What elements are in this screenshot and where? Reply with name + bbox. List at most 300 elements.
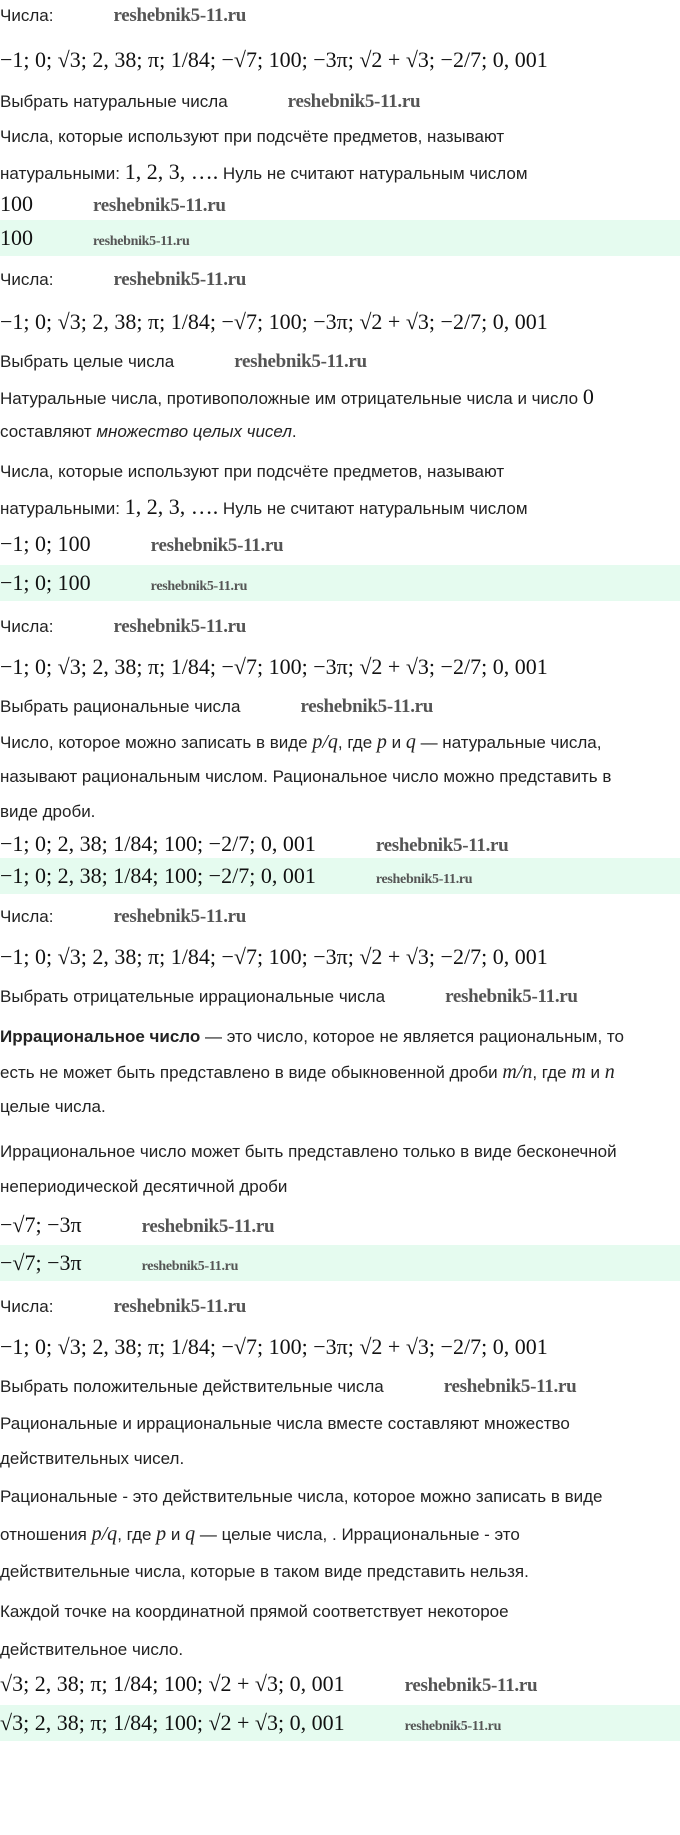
math-term: 100 bbox=[164, 831, 198, 856]
label-text: Числа: bbox=[0, 6, 54, 25]
separator: ; bbox=[23, 944, 36, 969]
separator: ; bbox=[46, 654, 58, 679]
task-title bbox=[0, 695, 433, 719]
math-term: 0, 001 bbox=[289, 1710, 345, 1735]
separator: ; bbox=[249, 863, 261, 888]
fraction: 1/84 bbox=[170, 654, 210, 679]
watermark-text: reshebnik5-11.ru bbox=[287, 91, 421, 112]
explanation-content bbox=[0, 1640, 183, 1659]
math-term: 2, 38 bbox=[92, 654, 137, 679]
math-term: 0 bbox=[35, 863, 47, 888]
square-root-term: √3 bbox=[0, 1710, 24, 1735]
separator: ; bbox=[46, 531, 58, 556]
text: целые числа. bbox=[0, 1097, 106, 1116]
text: и bbox=[386, 733, 406, 752]
math-term: π bbox=[90, 1710, 102, 1735]
math-term: 100 bbox=[268, 309, 302, 334]
separator: ; bbox=[159, 654, 171, 679]
label-text: Числа: bbox=[0, 617, 54, 636]
fraction: 1/84 bbox=[170, 47, 210, 72]
separator: ; bbox=[278, 1671, 290, 1696]
separator: ; bbox=[481, 944, 493, 969]
separator: ; bbox=[80, 654, 93, 679]
numbers-label bbox=[0, 905, 246, 929]
text: отношения bbox=[0, 1525, 92, 1544]
numbers-list bbox=[0, 945, 548, 969]
numbers-list bbox=[0, 310, 548, 334]
text: . bbox=[291, 422, 297, 441]
fraction: −2/7 bbox=[440, 944, 482, 969]
watermark-text: reshebnik5-11.ru bbox=[375, 835, 509, 856]
separator: ; bbox=[23, 309, 36, 334]
math-term: 0, 001 bbox=[289, 1671, 345, 1696]
explanation-line bbox=[0, 125, 504, 149]
explanation-content bbox=[0, 127, 504, 146]
watermark-text: reshebnik5-11.ru bbox=[93, 195, 226, 216]
separator: ; bbox=[46, 309, 58, 334]
separator: ; bbox=[152, 863, 165, 888]
math-term: 2, 38 bbox=[92, 944, 137, 969]
square-root-term: √3 bbox=[57, 309, 81, 334]
text: Нуль не считают натуральным числом bbox=[218, 499, 528, 518]
math-term: −3π bbox=[313, 1334, 348, 1359]
separator: ; bbox=[46, 863, 58, 888]
text: Рациональные и иррациональные числа вместе составляют множество bbox=[0, 1414, 570, 1433]
math-term: 100 bbox=[0, 225, 33, 250]
text: называют рациональным числом. Рациональное число можно представить в bbox=[0, 767, 612, 786]
separator: ; bbox=[278, 1710, 290, 1735]
math-term: −1 bbox=[0, 47, 24, 72]
math-term: −1 bbox=[0, 863, 24, 888]
explanation-content bbox=[0, 1177, 287, 1196]
separator: ; bbox=[301, 1334, 314, 1359]
separator: ; bbox=[428, 47, 441, 72]
separator: ; bbox=[80, 944, 93, 969]
math-term: 0 bbox=[35, 309, 47, 334]
watermark-text: reshebnik5-11.ru bbox=[93, 234, 190, 249]
explanation-content bbox=[0, 1027, 624, 1046]
numbers-list bbox=[0, 48, 548, 72]
math-term: 100 bbox=[0, 191, 33, 216]
numbers-label bbox=[0, 268, 246, 292]
math-term: π bbox=[148, 654, 160, 679]
separator: ; bbox=[428, 944, 441, 969]
separator: ; bbox=[78, 1710, 91, 1735]
square-root-term: −√7 bbox=[221, 944, 257, 969]
separator: ; bbox=[152, 831, 165, 856]
math-term: −3π bbox=[313, 944, 348, 969]
explanation-line bbox=[0, 765, 611, 789]
math-variable: m bbox=[571, 1061, 586, 1083]
separator: ; bbox=[347, 1334, 360, 1359]
explanation-line bbox=[0, 800, 95, 824]
watermark-text: reshebnik5-11.ru bbox=[113, 269, 247, 290]
math-variable: n bbox=[604, 1061, 615, 1083]
math-term: −1 bbox=[0, 654, 24, 679]
math-variable: q bbox=[405, 731, 416, 753]
math-term: 0, 001 bbox=[492, 944, 548, 969]
task-text: Выбрать отрицательные иррациональные числа bbox=[0, 987, 386, 1006]
separator: ; bbox=[209, 1334, 222, 1359]
fraction: −2/7 bbox=[208, 863, 250, 888]
fraction: −2/7 bbox=[440, 47, 482, 72]
separator: ; bbox=[46, 831, 58, 856]
separator: ; bbox=[46, 944, 58, 969]
explanation-line bbox=[0, 1485, 602, 1509]
math-term: −3π bbox=[313, 47, 348, 72]
fraction: 1/84 bbox=[113, 831, 153, 856]
math-expression bbox=[0, 831, 316, 856]
separator: ; bbox=[101, 1710, 114, 1735]
watermark-text: reshebnik5-11.ru bbox=[141, 1259, 239, 1274]
final-answer bbox=[0, 571, 247, 595]
explanation-line bbox=[0, 460, 504, 484]
watermark-text: reshebnik5-11.ru bbox=[113, 906, 247, 927]
math-expression bbox=[0, 1334, 548, 1359]
separator: ; bbox=[136, 654, 148, 679]
separator: ; bbox=[101, 1671, 114, 1696]
math-term: 0 bbox=[35, 47, 47, 72]
math-term: −3π bbox=[313, 309, 348, 334]
separator: ; bbox=[152, 1671, 164, 1696]
separator: ; bbox=[80, 309, 93, 334]
separator: ; bbox=[136, 944, 148, 969]
text: Числа, которые используют при подсчёте предметов, называют bbox=[0, 462, 505, 481]
explanation-content bbox=[0, 1142, 617, 1161]
text: Натуральные числа, противоположные им отрицательные числа и число bbox=[0, 389, 583, 408]
answer-line bbox=[0, 832, 508, 856]
math-term: 0, 001 bbox=[260, 831, 316, 856]
task-title bbox=[0, 350, 367, 374]
task-text: Выбрать положительные действительные числа bbox=[0, 1377, 384, 1396]
math-term: 0, 001 bbox=[492, 1334, 548, 1359]
explanation-content bbox=[0, 1414, 570, 1433]
watermark-text: reshebnik5-11.ru bbox=[234, 351, 367, 372]
numbers-label bbox=[0, 1295, 246, 1319]
math-term: 100 bbox=[163, 1671, 197, 1696]
explanation-content bbox=[0, 1562, 529, 1581]
numbers-list bbox=[0, 655, 548, 679]
math-term: 0, 001 bbox=[260, 863, 316, 888]
math-expression bbox=[0, 1710, 345, 1735]
text: и bbox=[166, 1525, 186, 1544]
fraction: 1/84 bbox=[170, 1334, 210, 1359]
watermark-text: reshebnik5-11.ru bbox=[404, 1675, 538, 1696]
explanation-line bbox=[0, 1060, 615, 1084]
separator: ; bbox=[136, 1334, 148, 1359]
square-root-term: √2 + √3 bbox=[359, 309, 429, 334]
italic-term: множество целых чисел bbox=[96, 422, 292, 441]
square-root-term: √2 + √3 bbox=[208, 1671, 278, 1696]
separator: ; bbox=[209, 654, 222, 679]
text: Каждой точке на координатной прямой соответствует некоторое bbox=[0, 1602, 509, 1621]
task-title bbox=[0, 985, 578, 1009]
text: виде дроби. bbox=[0, 802, 96, 821]
explanation-content bbox=[0, 1487, 602, 1506]
separator: ; bbox=[428, 1334, 441, 1359]
bold-term: Иррациональное число bbox=[0, 1027, 201, 1046]
explanation-line bbox=[0, 1095, 106, 1119]
watermark-text: reshebnik5-11.ru bbox=[150, 535, 284, 556]
math-variable: p bbox=[376, 731, 387, 753]
math-term: 100 bbox=[268, 47, 302, 72]
answer-line bbox=[0, 1213, 274, 1237]
separator: ; bbox=[256, 944, 269, 969]
explanation-line bbox=[0, 495, 528, 519]
explanation-line bbox=[0, 1638, 183, 1662]
math-term: 0 bbox=[35, 944, 47, 969]
explanation-line bbox=[0, 1522, 520, 1546]
math-term: π bbox=[148, 944, 160, 969]
square-root-term: √2 + √3 bbox=[359, 47, 429, 72]
watermark-text: reshebnik5-11.ru bbox=[300, 696, 434, 717]
math-term: 100 bbox=[268, 1334, 302, 1359]
text: Нуль не считают натуральным числом bbox=[218, 164, 528, 183]
fraction: −2/7 bbox=[440, 309, 482, 334]
text: Число, которое можно записать в виде bbox=[0, 733, 313, 752]
separator: ; bbox=[46, 1334, 58, 1359]
math-expression bbox=[0, 191, 33, 216]
separator: ; bbox=[80, 47, 93, 72]
explanation-content bbox=[0, 384, 594, 409]
math-inline: 1, 2, 3, …. bbox=[124, 494, 219, 519]
explanation-line bbox=[0, 730, 601, 754]
task-title bbox=[0, 1375, 576, 1399]
explanation-line bbox=[0, 1600, 509, 1624]
separator: ; bbox=[46, 47, 58, 72]
explanation-content bbox=[0, 1602, 509, 1621]
separator: ; bbox=[481, 1334, 493, 1359]
watermark-text: reshebnik5-11.ru bbox=[445, 986, 578, 1007]
math-term: 100 bbox=[57, 570, 91, 595]
text: действительные числа, которые в таком виде представить нельзя. bbox=[0, 1562, 529, 1581]
math-term: 0 bbox=[35, 831, 47, 856]
explanation-content bbox=[0, 494, 528, 519]
math-term: 0, 001 bbox=[492, 309, 548, 334]
separator: ; bbox=[35, 1250, 48, 1275]
separator: ; bbox=[481, 309, 493, 334]
separator: ; bbox=[428, 309, 441, 334]
square-root-term: √3 bbox=[57, 654, 81, 679]
fraction: m/n bbox=[502, 1061, 533, 1083]
fraction: 1/84 bbox=[170, 309, 210, 334]
separator: ; bbox=[209, 47, 222, 72]
math-term: 0, 001 bbox=[492, 47, 548, 72]
separator: ; bbox=[23, 654, 36, 679]
math-term: −1 bbox=[0, 531, 24, 556]
fraction: −2/7 bbox=[440, 654, 482, 679]
math-term: 2, 38 bbox=[34, 1671, 79, 1696]
separator: ; bbox=[428, 654, 441, 679]
explanation-content bbox=[0, 1449, 184, 1468]
math-term: π bbox=[148, 309, 160, 334]
math-expression bbox=[0, 944, 548, 969]
explanation-line bbox=[0, 1560, 529, 1584]
explanation-line bbox=[0, 420, 297, 444]
math-expression bbox=[0, 1250, 82, 1275]
text: натуральными: bbox=[0, 164, 125, 183]
separator: ; bbox=[256, 1334, 269, 1359]
separator: ; bbox=[23, 1710, 35, 1735]
math-expression bbox=[0, 225, 33, 250]
square-root-term: −√7 bbox=[221, 654, 257, 679]
separator: ; bbox=[301, 309, 314, 334]
fraction: 1/84 bbox=[113, 1671, 153, 1696]
math-term: 0 bbox=[35, 1334, 47, 1359]
answer-line bbox=[0, 532, 283, 556]
separator: ; bbox=[159, 1334, 171, 1359]
math-term: −1 bbox=[0, 944, 24, 969]
explanation-line bbox=[0, 385, 594, 409]
text: , где bbox=[532, 1063, 572, 1082]
separator: ; bbox=[209, 309, 222, 334]
fraction: −2/7 bbox=[440, 1334, 482, 1359]
math-term: 100 bbox=[268, 944, 302, 969]
separator: ; bbox=[23, 47, 36, 72]
math-term: 0, 001 bbox=[492, 654, 548, 679]
final-answer bbox=[0, 226, 189, 250]
text: действительное число. bbox=[0, 1640, 184, 1659]
separator: ; bbox=[46, 570, 58, 595]
task-text: Выбрать натуральные числа bbox=[0, 92, 228, 111]
square-root-term: −√7 bbox=[221, 309, 257, 334]
numbers-label bbox=[0, 615, 246, 639]
math-term: π bbox=[148, 47, 160, 72]
text: и bbox=[585, 1063, 605, 1082]
separator: ; bbox=[301, 944, 314, 969]
math-inline: 1, 2, 3, …. bbox=[124, 159, 219, 184]
separator: ; bbox=[209, 944, 222, 969]
math-term: 2, 38 bbox=[92, 1334, 137, 1359]
math-term: 2, 38 bbox=[57, 831, 102, 856]
math-term: 2, 38 bbox=[92, 47, 137, 72]
separator: ; bbox=[23, 570, 36, 595]
square-root-term: −√7 bbox=[0, 1212, 36, 1237]
square-root-term: √2 + √3 bbox=[359, 654, 429, 679]
square-root-term: √3 bbox=[57, 47, 81, 72]
numbers-list bbox=[0, 1335, 548, 1359]
square-root-term: √3 bbox=[57, 1334, 81, 1359]
explanation-content bbox=[0, 1063, 615, 1082]
answer-line bbox=[0, 1672, 537, 1696]
separator: ; bbox=[23, 531, 36, 556]
label-text: Числа: bbox=[0, 907, 54, 926]
separator: ; bbox=[196, 1671, 209, 1696]
math-expression bbox=[0, 1212, 82, 1237]
task-title bbox=[0, 90, 420, 114]
separator: ; bbox=[23, 863, 36, 888]
text: непериодической десятичной дроби bbox=[0, 1177, 288, 1196]
final-answer bbox=[0, 864, 472, 888]
separator: ; bbox=[301, 47, 314, 72]
explanation-content bbox=[0, 1097, 106, 1116]
square-root-term: √2 + √3 bbox=[208, 1710, 278, 1735]
math-term: 2, 38 bbox=[34, 1710, 79, 1735]
explanation-content bbox=[0, 733, 601, 752]
task-text: Выбрать рациональные числа bbox=[0, 697, 241, 716]
math-term: −1 bbox=[0, 309, 24, 334]
separator: ; bbox=[152, 1710, 164, 1735]
square-root-term: −√7 bbox=[221, 47, 257, 72]
separator: ; bbox=[256, 654, 269, 679]
math-term: −1 bbox=[0, 831, 24, 856]
separator: ; bbox=[159, 309, 171, 334]
text: — целые числа, . Иррациональные - это bbox=[195, 1525, 520, 1544]
fraction: p/q bbox=[91, 1523, 118, 1545]
final-answer bbox=[0, 1251, 238, 1275]
square-root-term: √2 + √3 bbox=[359, 944, 429, 969]
text: Иррациональное число может быть представлено только в виде бесконечной bbox=[0, 1142, 617, 1161]
separator: ; bbox=[347, 309, 360, 334]
explanation-content bbox=[0, 767, 611, 786]
explanation-line bbox=[0, 1025, 624, 1049]
text: Числа, которые используют при подсчёте предметов, называют bbox=[0, 127, 505, 146]
explanation-line bbox=[0, 1140, 617, 1164]
fraction: 1/84 bbox=[170, 944, 210, 969]
math-term: π bbox=[148, 1334, 160, 1359]
text: натуральными: bbox=[0, 499, 125, 518]
watermark-text: reshebnik5-11.ru bbox=[150, 579, 248, 594]
separator: ; bbox=[256, 309, 269, 334]
math-expression bbox=[0, 309, 548, 334]
text: есть не может быть представлено в виде обыкновенной дроби bbox=[0, 1063, 503, 1082]
separator: ; bbox=[136, 309, 148, 334]
separator: ; bbox=[481, 654, 493, 679]
text: — натуральные числа, bbox=[415, 733, 602, 752]
math-term: 100 bbox=[164, 863, 198, 888]
separator: ; bbox=[80, 1334, 93, 1359]
square-root-term: √2 + √3 bbox=[359, 1334, 429, 1359]
task-text: Выбрать целые числа bbox=[0, 352, 175, 371]
text: , где bbox=[337, 733, 377, 752]
square-root-term: −√7 bbox=[221, 1334, 257, 1359]
text: Рациональные - это действительные числа, которое можно записать в виде bbox=[0, 1487, 603, 1506]
watermark-text: reshebnik5-11.ru bbox=[443, 1376, 577, 1397]
separator: ; bbox=[197, 863, 209, 888]
math-expression bbox=[0, 654, 548, 679]
numbers-label bbox=[0, 4, 246, 28]
separator: ; bbox=[197, 831, 209, 856]
label-text: Числа: bbox=[0, 1297, 54, 1316]
watermark-text: reshebnik5-11.ru bbox=[113, 5, 247, 26]
math-inline: 0 bbox=[582, 384, 594, 409]
explanation-content bbox=[0, 462, 504, 481]
math-variable: p bbox=[156, 1523, 167, 1545]
separator: ; bbox=[481, 47, 493, 72]
text: , где bbox=[117, 1525, 157, 1544]
fraction: 1/84 bbox=[113, 1710, 153, 1735]
math-term: −3π bbox=[47, 1250, 82, 1275]
separator: ; bbox=[136, 47, 148, 72]
fraction: p/q bbox=[312, 731, 338, 753]
watermark-text: reshebnik5-11.ru bbox=[141, 1216, 275, 1237]
math-expression bbox=[0, 570, 91, 595]
separator: ; bbox=[101, 831, 114, 856]
separator: ; bbox=[347, 47, 360, 72]
math-term: π bbox=[90, 1671, 102, 1696]
math-term: 0 bbox=[35, 531, 47, 556]
separator: ; bbox=[347, 944, 360, 969]
explanation-content bbox=[0, 422, 297, 441]
text: — это число, которое не является рациональным, то bbox=[200, 1027, 624, 1046]
math-term: −3π bbox=[47, 1212, 82, 1237]
text: составляют bbox=[0, 422, 97, 441]
square-root-term: √3 bbox=[0, 1671, 24, 1696]
explanation-content bbox=[0, 159, 528, 184]
separator: ; bbox=[23, 1671, 35, 1696]
separator: ; bbox=[196, 1710, 209, 1735]
fraction: −2/7 bbox=[208, 831, 250, 856]
